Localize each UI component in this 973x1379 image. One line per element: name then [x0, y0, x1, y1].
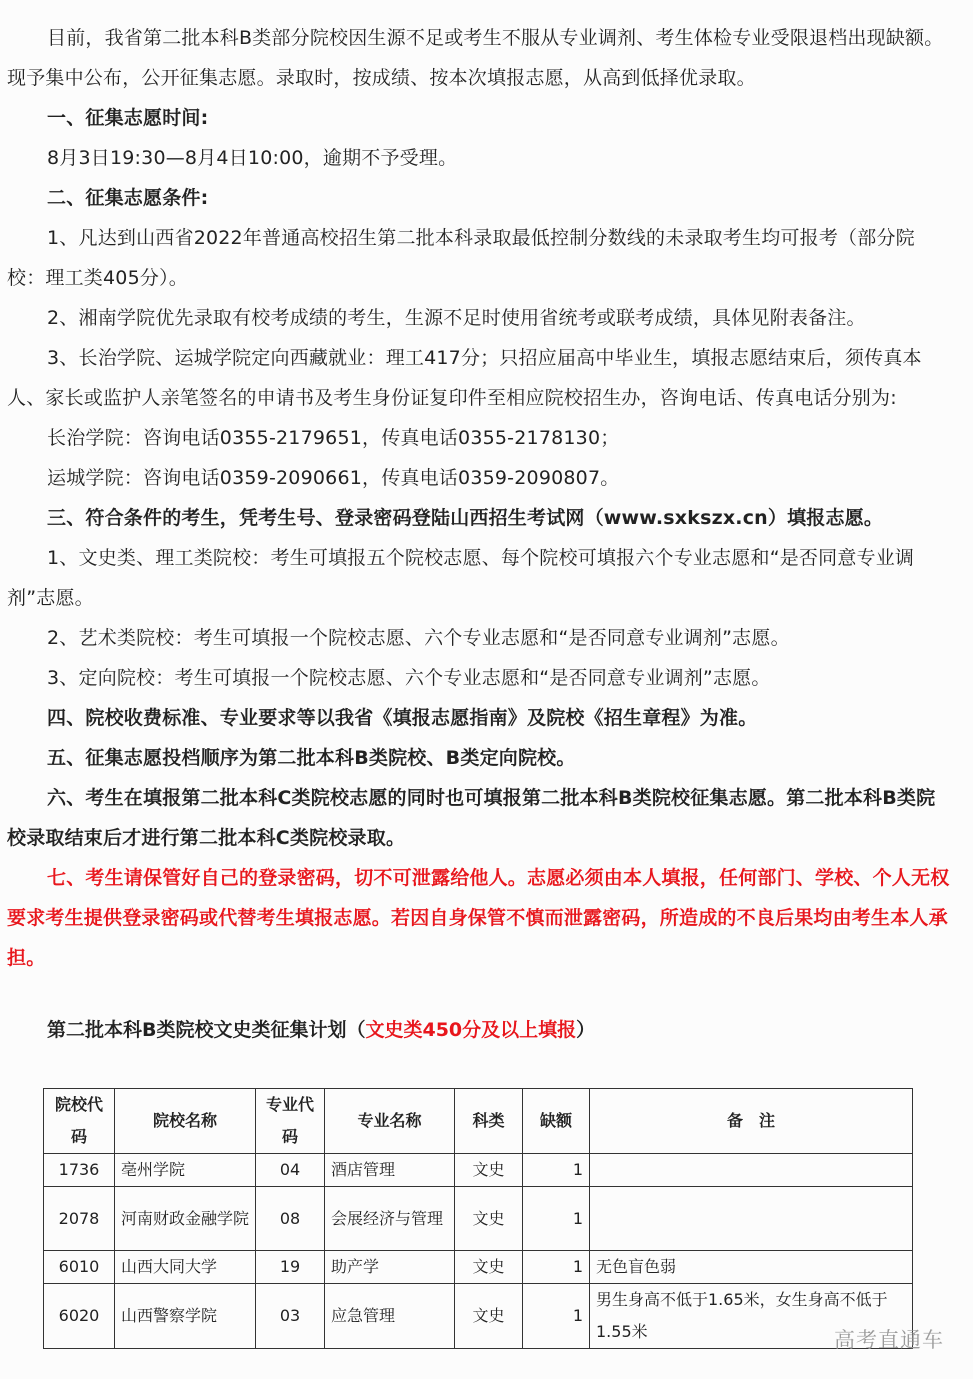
header-note: 备 注: [590, 1089, 913, 1154]
cell-major: 应急管理: [325, 1284, 455, 1349]
cell-vacancy: 1: [523, 1154, 590, 1187]
notice-document: [7, 18, 951, 1050]
header-major-code: 专业代码: [256, 1089, 325, 1154]
cell-major-code: 03: [256, 1284, 325, 1349]
table-row: [44, 1187, 913, 1251]
cell-category: 文史: [455, 1284, 523, 1349]
cell-name: 河南财政金融学院: [115, 1187, 256, 1251]
cell-code: 6010: [44, 1251, 115, 1284]
heading-order: 五、征集志愿投档顺序为第二批本科B类院校、B类定向院校。: [47, 747, 576, 769]
cell-vacancy: 1: [523, 1284, 590, 1349]
header-category: 科类: [455, 1089, 523, 1154]
cell-category: 文史: [455, 1251, 523, 1284]
header-major: 专业名称: [325, 1089, 455, 1154]
cell-major-code: 04: [256, 1154, 325, 1187]
heading-fees: 四、院校收费标准、专业要求等以我省《填报志愿指南》及院校《招生章程》为准。: [47, 707, 758, 729]
cell-major: 会展经济与管理: [325, 1187, 455, 1251]
rule-3: 3、定向院校：考生可填报一个院校志愿、六个专业志愿和“是否同意专业调剂”志愿。: [47, 667, 771, 689]
header-vacancy: 缺额: [523, 1089, 590, 1154]
cell-code: 6020: [44, 1284, 115, 1349]
condition-3: 3、长治学院、运城学院定向西藏就业：理工417分；只招应届高中毕业生，填报志愿结束后，须传真本人、家长或监护人亲笔签名的申请书及考生身份证复印件至相应院校招生办，咨询电话、传真电话分别为:: [7, 347, 922, 409]
heading-conditions: 二、征集志愿条件:: [47, 187, 209, 209]
cell-vacancy: 1: [523, 1251, 590, 1284]
cell-vacancy: 1: [523, 1187, 590, 1251]
yuncheng-contact: 运城学院：咨询电话0359-2090661，传真电话0359-2090807。: [47, 467, 620, 489]
watermark-text: 高考直通车: [834, 1328, 944, 1352]
cell-major: 助产学: [325, 1251, 455, 1284]
cell-category: 文史: [455, 1154, 523, 1187]
time-paragraph: 8月3日19:30—8月4日10:00，逾期不予受理。: [47, 147, 458, 169]
cell-code: 1736: [44, 1154, 115, 1187]
condition-1: 1、凡达到山西省2022年普通高校招生第二批本科录取最低控制分数线的未录取考生均可报考（部分院校：理工类405分）。: [7, 227, 915, 289]
table-row: [44, 1284, 913, 1349]
table-row: [44, 1154, 913, 1187]
heading-time: 一、征集志愿时间:: [47, 107, 209, 129]
heading-login: 三、符合条件的考生，凭考生号、登录密码登陆山西招生考试网（www.sxkszx.cn）填报志愿。: [47, 507, 884, 529]
cell-note: 男生身高不低于1.65米，女生身高不低于1.55米: [590, 1284, 913, 1349]
table-header-row: [44, 1089, 913, 1154]
table-row: [44, 1251, 913, 1284]
cell-category: 文史: [455, 1187, 523, 1251]
cell-major-code: 08: [256, 1187, 325, 1251]
heading-password-warning: 七、考生请保管好自己的登录密码，切不可泄露给他人。志愿必须由本人填报，任何部门、学校、个人无权要求考生提供登录密码或代替考生填报志愿。若因自身保管不慎而泄露密码，所造成的不良后果均由考生本人承担。: [7, 867, 950, 969]
rule-2: 2、艺术类院校：考生可填报一个院校志愿、六个专业志愿和“是否同意专业调剂”志愿。: [47, 627, 790, 649]
table-title-end: ）: [576, 1019, 596, 1041]
cell-major-code: 19: [256, 1251, 325, 1284]
table-title-main: 第二批本科B类院校文史类征集计划（: [47, 1019, 366, 1041]
heading-c-class: 六、考生在填报第二批本科C类院校志愿的同时也可填报第二批本科B类院校征集志愿。第二批本科B类院校录取结束后才进行第二批本科C类院校录取。: [7, 787, 936, 849]
cell-name: 亳州学院: [115, 1154, 256, 1187]
plan-table: [43, 1088, 913, 1349]
intro-paragraph: 目前，我省第二批本科B类部分院校因生源不足或考生不服从专业调剂、考生体检专业受限退档出现缺额。现予集中公布，公开征集志愿。录取时，按成绩、按本次填报志愿，从高到低择优录取。: [7, 27, 944, 89]
table-title: [47, 1010, 951, 1050]
cell-major: 酒店管理: [325, 1154, 455, 1187]
cell-name: 山西大同大学: [115, 1251, 256, 1284]
table-title-score: 文史类450分及以上填报: [365, 1019, 577, 1041]
cell-code: 2078: [44, 1187, 115, 1251]
header-code: 院校代码: [44, 1089, 115, 1154]
header-name: 院校名称: [115, 1089, 256, 1154]
cell-note: [590, 1187, 913, 1251]
condition-2: 2、湘南学院优先录取有校考成绩的考生，生源不足时使用省统考或联考成绩，具体见附表备注。: [47, 307, 866, 329]
changzhi-contact: 长治学院：咨询电话0355-2179651，传真电话0355-2178130；: [47, 427, 620, 449]
cell-note: 无色盲色弱: [590, 1251, 913, 1284]
cell-note: [590, 1154, 913, 1187]
rule-1: 1、文史类、理工类院校：考生可填报五个院校志愿、每个院校可填报六个专业志愿和“是否同意专业调剂”志愿。: [7, 547, 915, 609]
cell-name: 山西警察学院: [115, 1284, 256, 1349]
